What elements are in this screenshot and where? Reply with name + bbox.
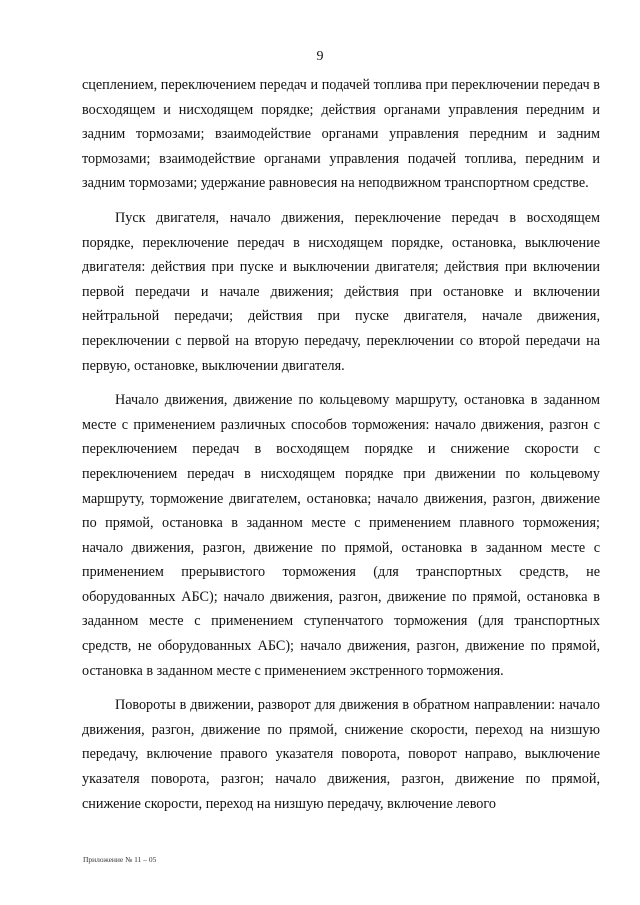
paragraph-engine-start: Пуск двигателя, начало движения, переключение передач в восходящем порядке, переключение передач в нисходящем порядке, остановка, выключение двигателя: действия при пуске и выключении двигателя; действия при включении первой передачи и начале движения; действия при остановке и включении нейтральной передачи; действия при пуске двигателя, начале движения, переключении с первой на вторую передачу, переключении со второй передачи на первую, остановке, выключении двигателя. bbox=[82, 209, 600, 374]
page-number: 9 bbox=[316, 49, 324, 64]
paragraph-turns: Повороты в движении, разворот для движения в обратном направлении: начало движения, разгон, движение по прямой, снижение скорости, переход на низшую передачу, включение правого указателя поворота, поворот направо, выключение указателя поворота, разгон; начало движения, разгон, движение по прямой, снижение скорости, переход на низшую передачу, включение левого bbox=[82, 697, 600, 812]
document-body bbox=[82, 73, 600, 816]
paragraph-continuation: сцеплением, переключением передач и подачей топлива при переключении передач в восходящем и нисходящем порядке; действия органами управления передним и задним тормозами; взаимодействие органами управления передним и задним тормозами; взаимодействие органами управления подачей топлива, передним и задним тормозами; удержание равновесия на неподвижном транспортном средстве. bbox=[82, 77, 600, 192]
page-footer: Приложение № 11 – 05 bbox=[83, 855, 157, 864]
paragraph-braking: Начало движения, движение по кольцевому маршруту, остановка в заданном месте с применением различных способов торможения: начало движения, разгон с переключением передач в восходящем порядке и снижение скорости с переключением передач в нисходящем порядке при движении по кольцевому маршруту, торможение двигателем, остановка; начало движения, разгон, движение по прямой, остановка в заданном месте с применением плавного торможения; начало движения, разгон, движение по прямой, остановка в заданном месте с применением прерывистого торможения (для транспортных средств, не оборудованных АБС); начало движения, разгон, движение по прямой, остановка в заданном месте с применением ступенчатого торможения (для транспортных средств, не оборудованных АБС); начало движения, разгон, движение по прямой, остановка в заданном месте с применением экстренного торможения. bbox=[82, 392, 600, 679]
